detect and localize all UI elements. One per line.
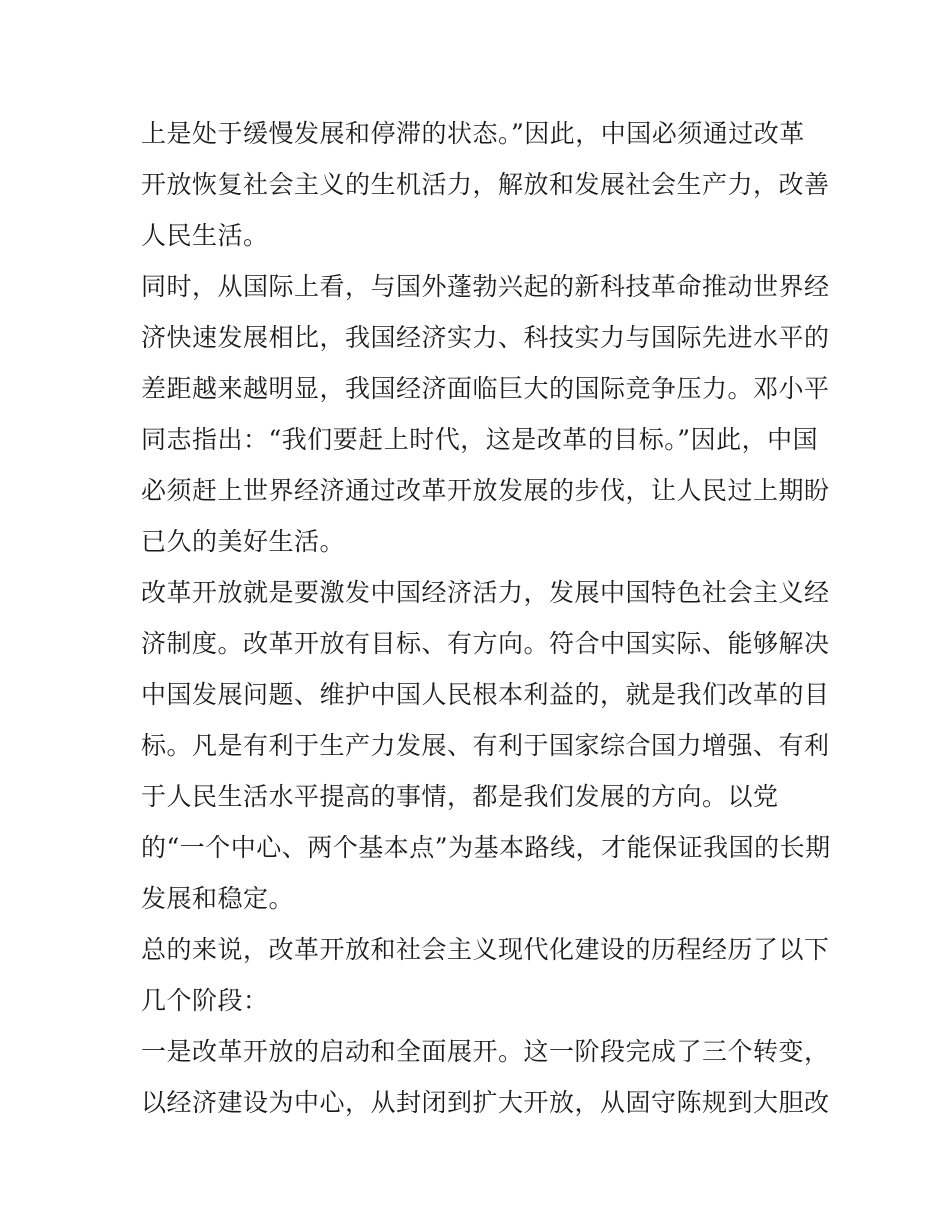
text-line: 于人民生活水平提高的事情，都是我们发展的方向。以党 [141, 782, 779, 811]
text-line: 同志指出：“我们要赶上时代，这是改革的目标。”因此，中国 [141, 425, 819, 454]
text-line: 济制度。改革开放有目标、有方向。符合中国实际、能够解决 [141, 629, 830, 658]
text-line: 改革开放就是要激发中国经济活力，发展中国特色社会主义经 [141, 578, 830, 607]
text-line: 总的来说，改革开放和社会主义现代化建设的历程经历了以下 [141, 935, 830, 964]
text-line: 的“一个中心、两个基本点”为基本路线，才能保证我国的长期 [141, 833, 831, 862]
text-line: 济快速发展相比，我国经济实力、科技实力与国际先进水平的 [141, 323, 830, 352]
text-line: 上是处于缓慢发展和停滞的状态。”因此，中国必须通过改革 [141, 119, 805, 148]
text-line: 发展和稳定。 [141, 884, 295, 913]
text-line: 以经济建设为中心，从封闭到扩大开放，从固守陈规到大胆改 [141, 1088, 830, 1117]
document-body [141, 108, 831, 1128]
text-line: 同时，从国际上看，与国外蓬勃兴起的新科技革命推动世界经 [141, 272, 830, 301]
text-line: 已久的美好生活。 [141, 527, 346, 556]
text-line: 一是改革开放的启动和全面展开。这一阶段完成了三个转变， [141, 1037, 830, 1066]
text-line: 人民生活。 [141, 221, 269, 250]
text-line: 几个阶段： [141, 986, 269, 1015]
text-line: 中国发展问题、维护中国人民根本利益的，就是我们改革的目 [141, 680, 830, 709]
text-line: 必须赶上世界经济通过改革开放发展的步伐，让人民过上期盼 [141, 476, 830, 505]
text-line: 开放恢复社会主义的生机活力，解放和发展社会生产力，改善 [141, 170, 830, 199]
text-line: 差距越来越明显，我国经济面临巨大的国际竞争压力。邓小平 [141, 374, 830, 403]
text-line: 标。凡是有利于生产力发展、有利于国家综合国力增强、有利 [141, 731, 830, 760]
